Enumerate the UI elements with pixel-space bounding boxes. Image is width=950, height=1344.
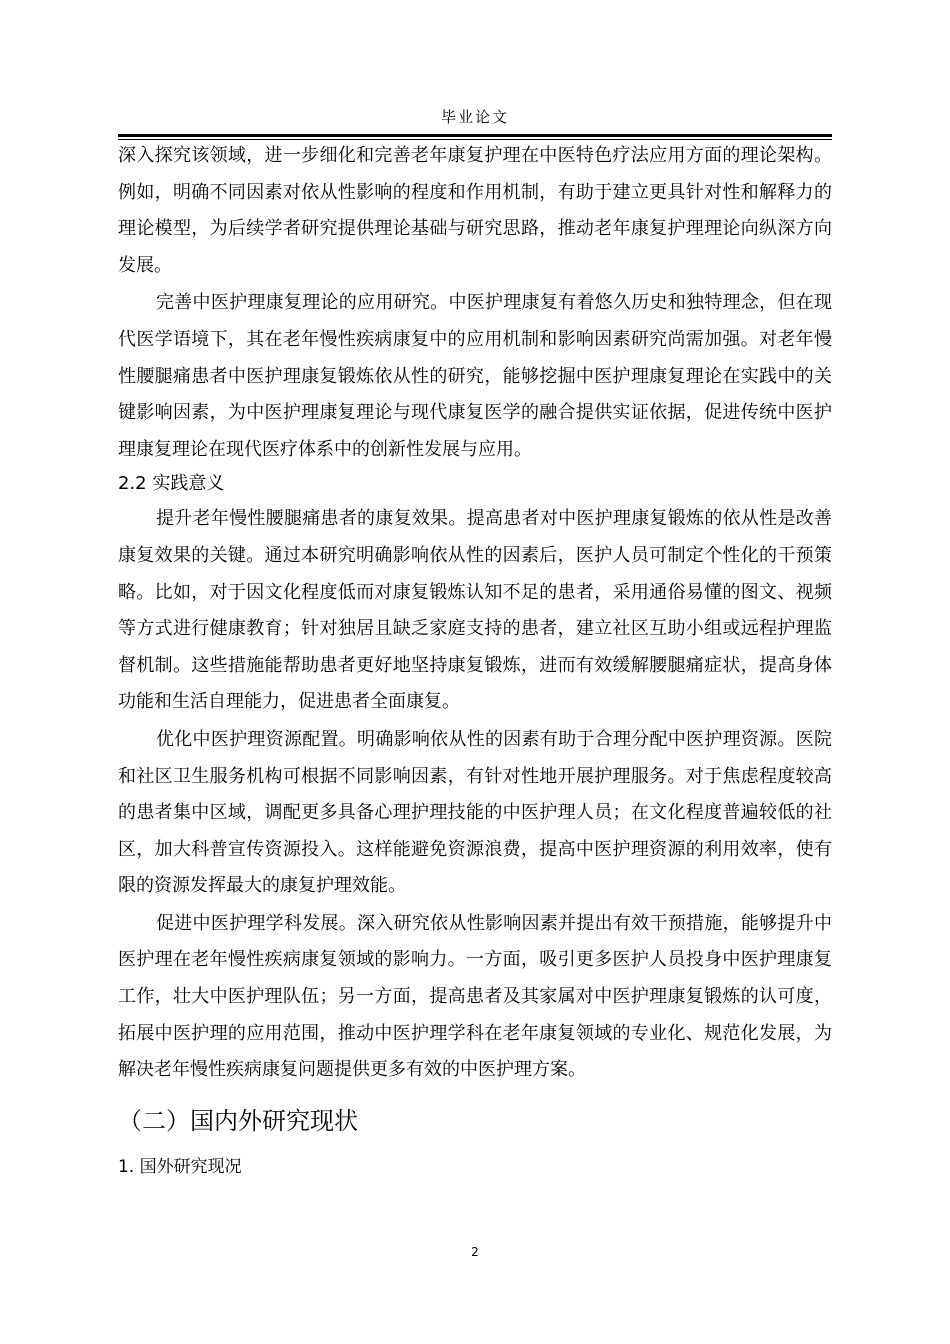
paragraph-resource-allocation: 优化中医护理资源配置。明确影响依从性的因素有助于合理分配中医护理资源。医院和社区卫生服务机构可根据不同影响因素，有针对性地开展护理服务。对于焦虑程度较高的患者集中区域，调配更多具备心理护理技能的中医护理人员；在文化程度普遍较低的社区，加大科普宣传资源投入。这样能避免资源浪费，提高中医护理资源的利用效率，使有限的资源发挥最大的康复护理效能。: [118, 728, 832, 897]
paragraph-discipline-development: 促进中医护理学科发展。深入研究依从性影响因素并提出有效干预措施，能够提升中医护理在老年慢性疾病康复领域的影响力。一方面，吸引更多医护人员投身中医护理康复工作，壮大中医护理队伍；另一方面，提高患者及其家属对中医护理康复锻炼的认可度，拓展中医护理的应用范围，推动中医护理学科在老年康复领域的专业化、规范化发展，为解决老年慢性疾病康复问题提供更多有效的中医护理方案。: [118, 912, 832, 1081]
heading-practical-significance: 2.2 实践意义: [118, 473, 225, 495]
paragraph-theory-continuation: 深入探究该领域，进一步细化和完善老年康复护理在中医特色疗法应用方面的理论架构。例如，明确不同因素对依从性影响的程度和作用机制，有助于建立更具针对性和解释力的理论模型，为后续学者研究提供理论基础与研究思路，推动老年康复护理理论向纵深方向发展。: [118, 145, 832, 276]
heading-research-status: （二）国内外研究现状: [118, 1106, 358, 1135]
document-body: [118, 138, 832, 1182]
paragraph-rehab-effect: 提升老年慢性腰腿痛患者的康复效果。提高患者对中医护理康复锻炼的依从性是改善康复效果的关键。通过本研究明确影响依从性的因素后，医护人员可制定个性化的干预策略。比如，对于因文化程度低而对康复锻炼认知不足的患者，采用通俗易懂的图文、视频等方式进行健康教育；针对独居且缺乏家庭支持的患者，建立社区互助小组或远程护理监督机制。这些措施能帮助患者更好地坚持康复锻炼，进而有效缓解腰腿痛症状，提高身体功能和生活自理能力，促进患者全面康复。: [118, 508, 832, 713]
page-number: 2: [471, 1245, 479, 1259]
paragraph-tcm-theory: 完善中医护理康复理论的应用研究。中医护理康复有着悠久历史和独特理念，但在现代医学语境下，其在老年慢性疾病康复中的应用机制和影响因素研究尚需加强。对老年慢性腰腿痛患者中医护理康复锻炼依从性的研究，能够挖掘中医护理康复理论在实践中的关键影响因素，为中医护理康复理论与现代康复医学的融合提供实证依据，促进传统中医护理康复理论在现代医疗体系中的创新性发展与应用。: [118, 292, 832, 460]
heading-foreign-research: 1. 国外研究现况: [118, 1156, 242, 1177]
running-header-title: 毕业论文: [440, 108, 509, 126]
header-rule: [118, 134, 832, 137]
